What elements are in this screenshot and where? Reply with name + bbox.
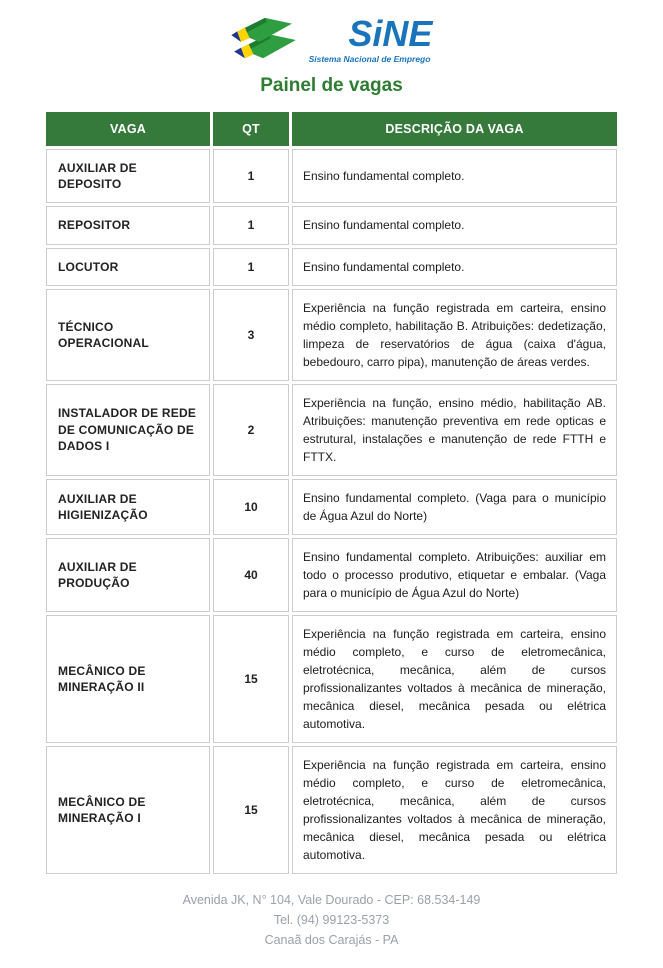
sine-flag-ribbon-icon (231, 14, 301, 66)
table-row (46, 149, 617, 203)
table-header-row (46, 112, 617, 146)
vacancy-quantity: 2 (213, 384, 289, 476)
vacancy-description: Experiência na função registrada em carteira, ensino médio completo, habilitação B. Atribuições: dedetização, limpeza de reservatórios de água (caixa d'água, bebedouro, carro pipa), manutenção de áreas verdes. (292, 289, 617, 381)
vacancy-quantity: 15 (213, 615, 289, 743)
vacancy-name: TÉCNICO OPERACIONAL (46, 289, 210, 381)
vacancy-quantity: 1 (213, 206, 289, 244)
footer-contact-block (0, 890, 663, 968)
vacancy-description: Ensino fundamental completo. (292, 149, 617, 203)
vacancy-description: Ensino fundamental completo. Atribuições: auxiliar em todo o processo produtivo, etiquetar e embalar. (Vaga para o município de Água Azul do Norte) (292, 538, 617, 612)
table-row (46, 746, 617, 874)
vacancy-quantity: 10 (213, 479, 289, 535)
table-row (46, 206, 617, 244)
column-header-descricao: DESCRIÇÃO DA VAGA (292, 112, 617, 146)
vacancy-quantity: 1 (213, 248, 289, 286)
table-row (46, 479, 617, 535)
table-row (46, 289, 617, 381)
vacancy-quantity: 3 (213, 289, 289, 381)
brand-name: SiNE (348, 13, 433, 54)
column-header-qt: QT (213, 112, 289, 146)
vacancy-name: AUXILIAR DE PRODUÇÃO (46, 538, 210, 612)
footer-city: Canaã dos Carajás - PA (264, 932, 399, 947)
vacancy-description: Ensino fundamental completo. (Vaga para o município de Água Azul do Norte) (292, 479, 617, 535)
vacancy-name: LOCUTOR (46, 248, 210, 286)
footer-address: Avenida JK, N° 104, Vale Dourado - CEP: 68.534-149 (182, 892, 481, 907)
vacancy-name: AUXILIAR DE DEPOSITO (46, 149, 210, 203)
footer-phone: Tel. (94) 99123-5373 (273, 912, 390, 927)
column-header-vaga: VAGA (46, 112, 210, 146)
vacancies-table-body (46, 149, 617, 874)
vacancy-description: Ensino fundamental completo. (292, 206, 617, 244)
vacancy-description: Experiência na função, ensino médio, habilitação AB. Atribuições: manutenção preventiva em rede opticas e estrutural, instalações e manutenção de rede FTTH e FTTX. (292, 384, 617, 476)
table-row (46, 384, 617, 476)
vacancy-name: REPOSITOR (46, 206, 210, 244)
sine-wordmark (309, 14, 433, 64)
vacancy-quantity: 15 (213, 746, 289, 874)
table-row (46, 248, 617, 286)
brand-tagline: Sistema Nacional de Emprego (308, 54, 431, 64)
vacancy-description: Experiência na função registrada em carteira, ensino médio completo, e curso de eletromecânica, eletrotécnica, mecânica, além de cursos profissionalizantes voltados à mecânica de mineração, mecânica diesel, mecânica pesada ou elétrica automotiva. (292, 746, 617, 874)
vacancy-name: MECÂNICO DE MINERAÇÃO I (46, 746, 210, 874)
vacancy-description: Ensino fundamental completo. (292, 248, 617, 286)
vacancies-table (43, 109, 620, 877)
vacancy-name: MECÂNICO DE MINERAÇÃO II (46, 615, 210, 743)
page-title: Painel de vagas (260, 75, 403, 96)
vacancies-table-container (0, 109, 663, 877)
table-row (46, 615, 617, 743)
vacancy-quantity: 40 (213, 538, 289, 612)
vacancy-quantity: 1 (213, 149, 289, 203)
table-row (46, 538, 617, 612)
sine-logo (0, 12, 663, 66)
vacancy-description: Experiência na função registrada em carteira, ensino médio completo, e curso de eletromecânica, eletrotécnica, mecânica, além de cursos profissionalizantes voltados à mecânica de mineração, mecânica diesel, mecânica pesada ou elétrica automotiva. (292, 615, 617, 743)
vacancy-name: AUXILIAR DE HIGIENIZAÇÃO (46, 479, 210, 535)
vacancy-name: INSTALADOR DE REDE DE COMUNICAÇÃO DE DADOS I (46, 384, 210, 476)
